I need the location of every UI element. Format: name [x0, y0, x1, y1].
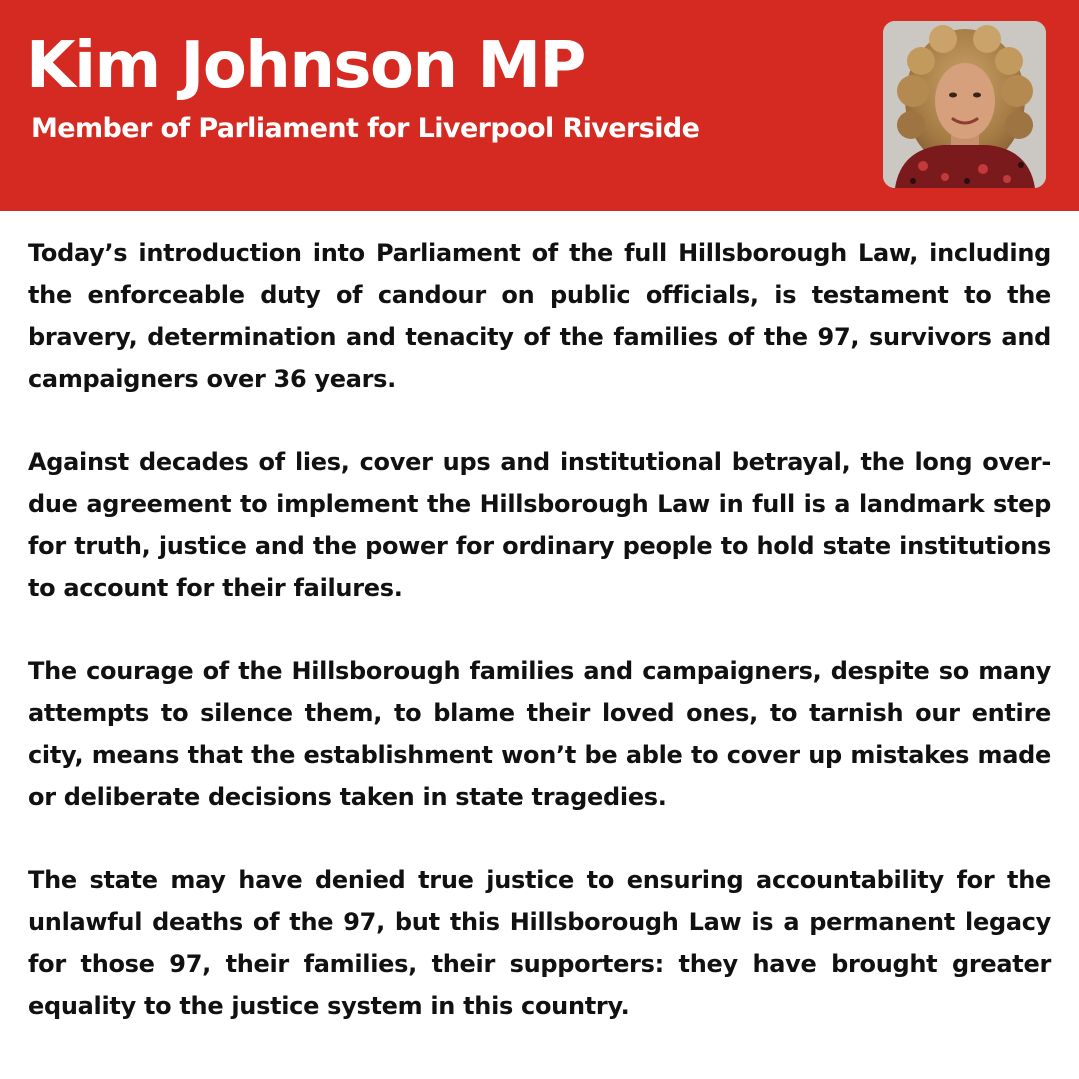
statement-paragraph: The state may have denied true justice to ensuring accountability for the unlawful deaths of the 97, but this Hillsborough Law is a permanent legacy for those 97, their families, their supporters: they have brought greater equality to the justice system in this country. [28, 866, 1051, 1020]
header-banner [0, 0, 1079, 211]
statement-paragraph: The courage of the Hillsborough families and campaigners, despite so many attempts to silence them, to blame their loved ones, to tarnish our entire city, means that the establishment won’t be able to cover up mistakes made or deliberate decisions taken in state tragedies. [28, 657, 1051, 811]
statement-paragraph: Today’s introduction into Parliament of the full Hillsborough Law, including the enforceable duty of candour on public officials, is testament to the bravery, determination and tenacity of the families of the 97, survivors and campaigners over 36 years. [28, 239, 1051, 393]
statement-body [28, 232, 1051, 1068]
mp-name: Kim Johnson MP [26, 29, 585, 103]
statement-paragraph: Against decades of lies, cover ups and institutional betrayal, the long over-due agreement to implement the Hillsborough Law in full is a landmark step for truth, justice and the power for ordinary people to hold state institutions to account for their failures. [28, 448, 1051, 602]
mp-constituency: Member of Parliament for Liverpool Riverside [31, 113, 700, 144]
portrait-photo [883, 21, 1046, 188]
